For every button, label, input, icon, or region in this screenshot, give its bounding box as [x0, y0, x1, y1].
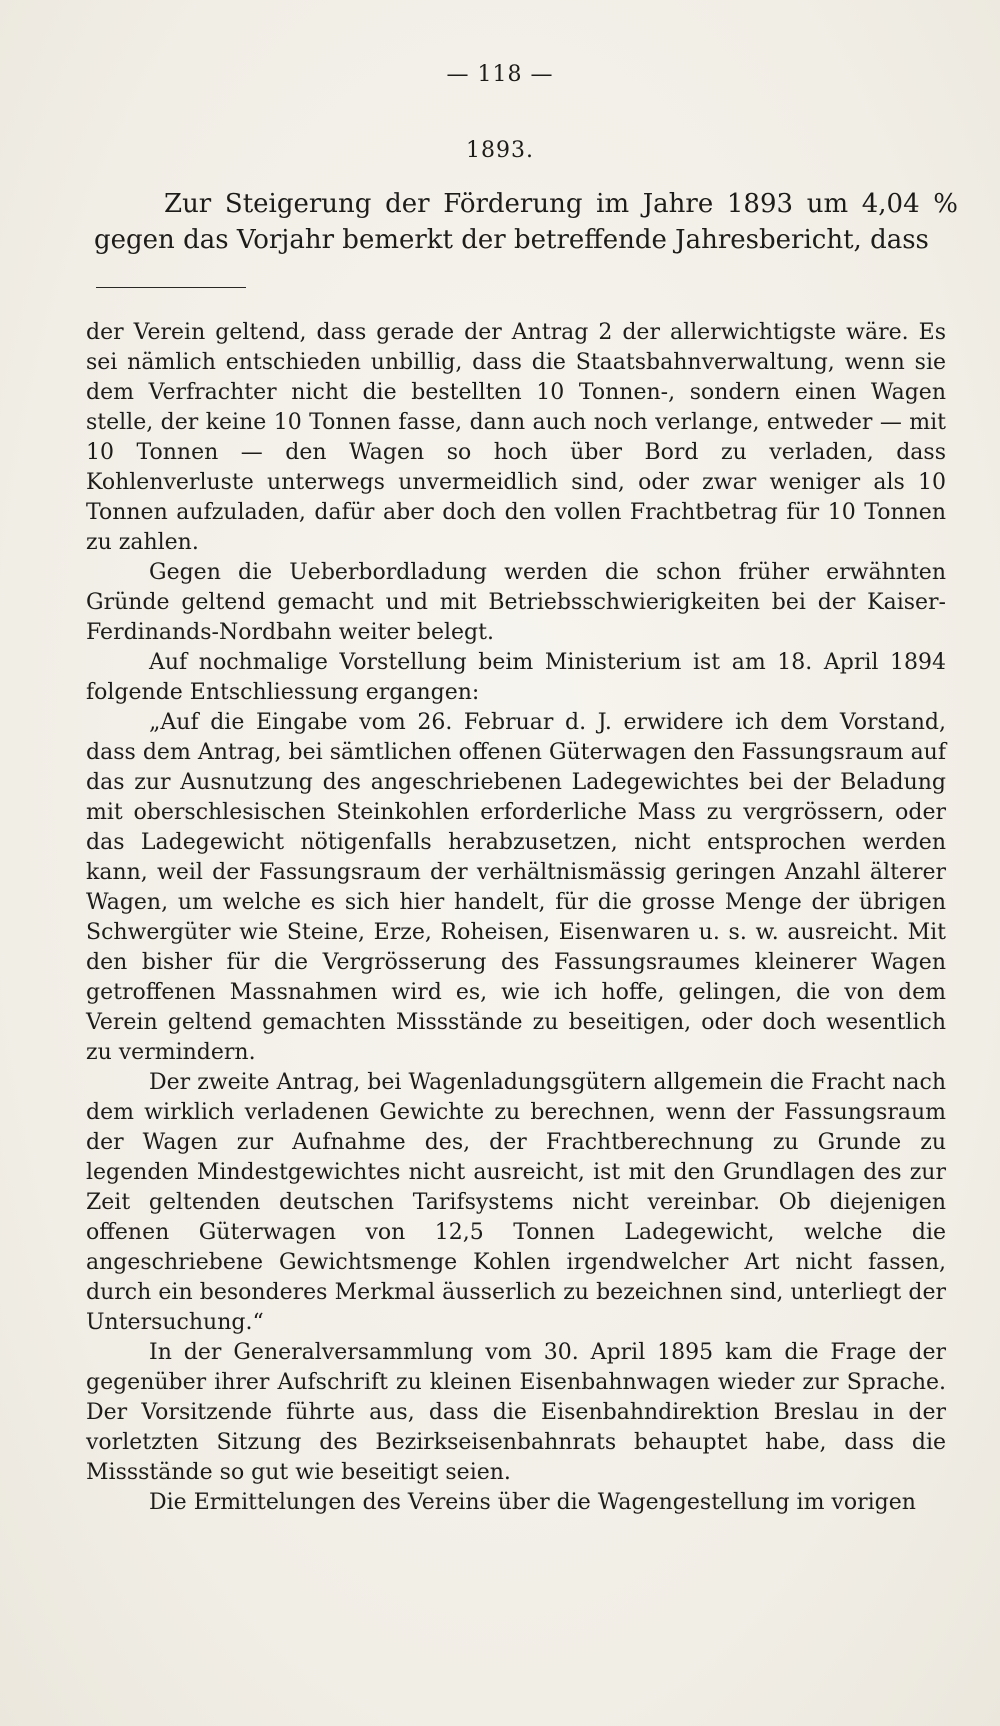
paragraph-7: Die Ermittelungen des Vereins über die Wagengestellung im vorigen	[149, 1490, 916, 1515]
page-number: — 118 —	[446, 62, 554, 87]
paragraph-2: Gegen die Ueberbordladung werden die schon früher erwähnten Gründe geltend gemacht und mit Betriebsschwierigkeiten bei der Kaiser-Ferdinands-Nordbahn weiter belegt.	[86, 560, 946, 645]
paragraph-3: Auf nochmalige Vorstellung beim Ministerium ist am 18. April 1894 folgende Entschliessung ergangen:	[86, 650, 946, 705]
separator-rule	[96, 287, 246, 288]
year-heading: 1893.	[466, 138, 534, 163]
paragraph-5: Der zweite Antrag, bei Wagenladungsgütern allgemein die Fracht nach dem wirklich verladenen Gewichte zu berechnen, wenn der Fassungsraum der Wagen zur Aufnahme des, der Frachtberechnung zu Grunde zu legenden Mindestgewichtes nicht ausreicht, ist mit den Grundlagen des zur Zeit geltenden deutschen Tarifsystems nicht vereinbar. Ob diejenigen offenen Güterwagen von 12,5 Tonnen Ladegewicht, welche die angeschriebene Gewichtsmenge Kohlen irgendwelcher Art nicht fassen, durch ein besonderes Merkmal äusserlich zu bezeichnen sind, unterliegt der Untersuchung.“	[86, 1070, 946, 1335]
intro-text: Zur Steigerung der Förderung im Jahre 1893 um 4,04 % gegen das Vorjahr bemerkt der betreffende Jahresbericht, dass	[94, 189, 958, 255]
paragraph-6: In der Generalversammlung vom 30. April 1895 kam die Frage der gegenüber ihrer Aufschrift zu kleinen Eisenbahnwagen wieder zur Sprache. Der Vorsitzende führte aus, dass die Eisenbahndirektion Breslau in der vorletzten Sitzung des Bezirkseisenbahnrats behauptet habe, dass die Missstände so gut wie beseitigt seien.	[86, 1340, 946, 1485]
paragraph-1: der Verein geltend, dass gerade der Antrag 2 der allerwichtigste wäre. Es sei nämlich entschieden unbillig, dass die Staatsbahnverwaltung, wenn sie dem Verfrachter nicht die bestellten 10 Tonnen-, sondern einen Wagen stelle, der keine 10 Tonnen fasse, dann auch noch verlange, entweder — mit 10 Tonnen — den Wagen so hoch über Bord zu verladen, dass Kohlenverluste unterwegs unvermeidlich sind, oder zwar weniger als 10 Tonnen aufzuladen, dafür aber doch den vollen Frachtbetrag für 10 Tonnen zu zahlen.	[86, 320, 946, 555]
paragraph-4-quote: „Auf die Eingabe vom 26. Februar d. J. erwidere ich dem Vorstand, dass dem Antrag, bei sämtlichen offenen Güterwagen den Fassungsraum auf das zur Ausnutzung des angeschriebenen Ladegewichtes bei der Beladung mit oberschlesischen Steinkohlen erforderliche Mass zu vergrössern, oder das Ladegewicht nötigenfalls herabzusetzen, nicht entsprochen werden kann, weil der Fassungsraum der verhältnismässig geringen Anzahl älterer Wagen, um welche es sich hier handelt, für die grosse Menge der übrigen Schwergüter wie Steine, Erze, Roheisen, Eisenwaren u. s. w. ausreicht. Mit den bisher für die Vergrösserung des Fassungsraumes kleinerer Wagen getroffenen Massnahmen wird es, wie ich hoffe, gelingen, die von dem Verein geltend gemachten Missstände zu beseitigen, oder doch wesentlich zu vermindern.	[86, 710, 946, 1065]
body-text	[86, 318, 946, 1518]
intro-paragraph	[94, 186, 958, 258]
